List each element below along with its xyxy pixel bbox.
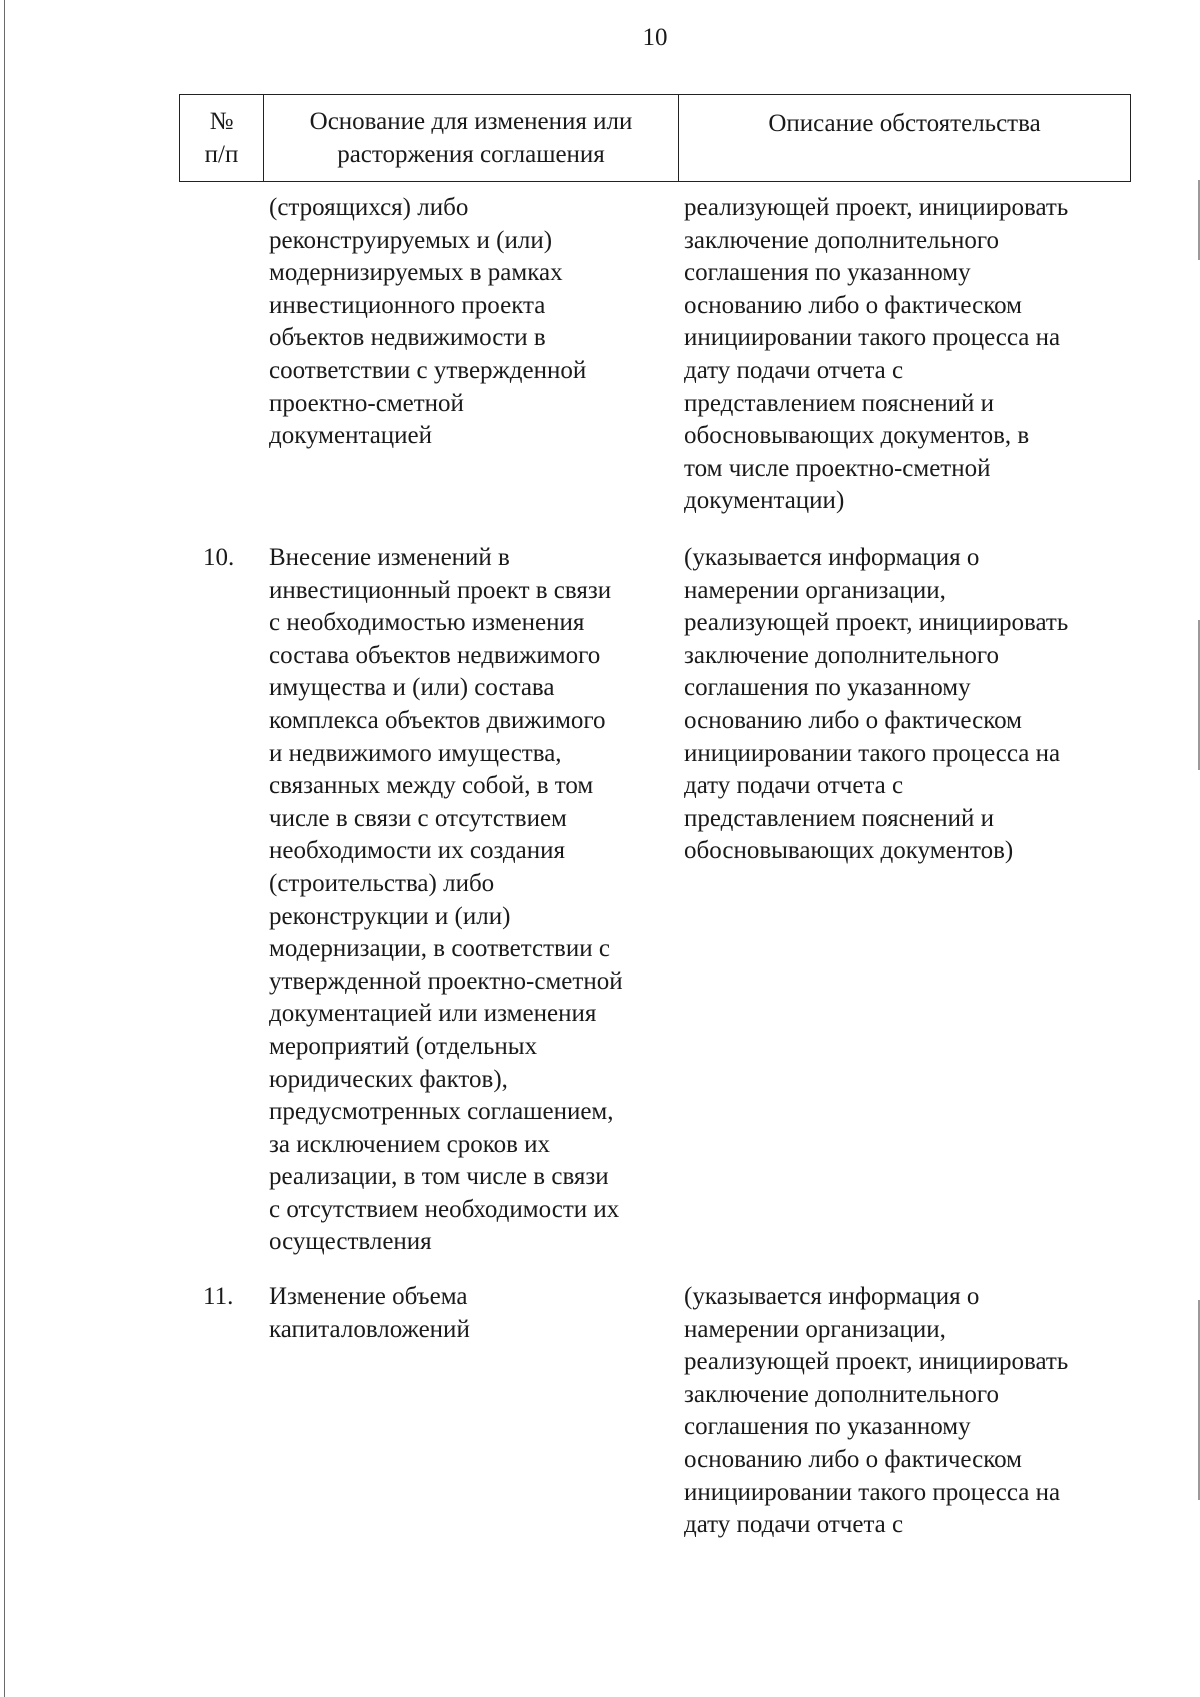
table-row-number: 11.: [203, 1283, 234, 1310]
table-row-description: (указывается информация о намерении организации, реализующей проект, инициировать заключение дополнительного соглашения по указанному основанию либо о фактическом инициировании такого процесса на дату подачи отчета с: [684, 1283, 1069, 1539]
table-row-basis: (строящихся) либо реконструируемых и (или) модернизируемых в рамках инвестиционного проекта объектов недвижимости в соответствии с утвержденной проектно-сметной документацией: [269, 194, 587, 450]
page-edge-left: [4, 0, 5, 1697]
header-number-column: [180, 95, 264, 181]
table-row-description: (указывается информация о намерении организации, реализующей проект, инициировать заключение дополнительного соглашения по указанному основанию либо о фактическом инициировании такого процесса на дату подачи отчета с представлением пояснений и обосновывающих документов): [684, 544, 1069, 865]
page-number: 10: [642, 24, 668, 51]
header-number-label: № п/п: [204, 108, 239, 168]
header-basis-label: Основание для изменения или расторжения соглашения: [309, 108, 633, 168]
header-description-label: Описание обстоятельства: [768, 110, 1041, 137]
table-row-basis: Изменение объема капиталовложений: [269, 1283, 470, 1343]
table-row-number: 10.: [203, 544, 235, 571]
table-row-description: реализующей проект, инициировать заключение дополнительного соглашения по указанному основанию либо о фактическом инициировании такого процесса на дату подачи отчета с представлением пояснений и обосновывающих документов, в том числе проектно-сметной документации): [684, 194, 1069, 515]
header-description-column: [679, 95, 1130, 181]
header-basis-column: [264, 95, 679, 181]
table-row-basis: Внесение изменений в инвестиционный проект в связи с необходимостью изменения состава объектов недвижимого имущества и (или) состава комплекса объектов движимого и недвижимого имущества, связанных между собой, в том числе в связи с отсутствием необходимости их создания (строительства) либо реконструкции и (или) модернизации, в соответствии с утвержденной проектно-сметной документацией или изменения мероприятий (отдельных юридических фактов), предусмотренных соглашением, за исключением сроков их реализации, в том числе в связи с отсутствием необходимости их осуществления: [269, 544, 623, 1256]
table-header: [179, 94, 1131, 182]
